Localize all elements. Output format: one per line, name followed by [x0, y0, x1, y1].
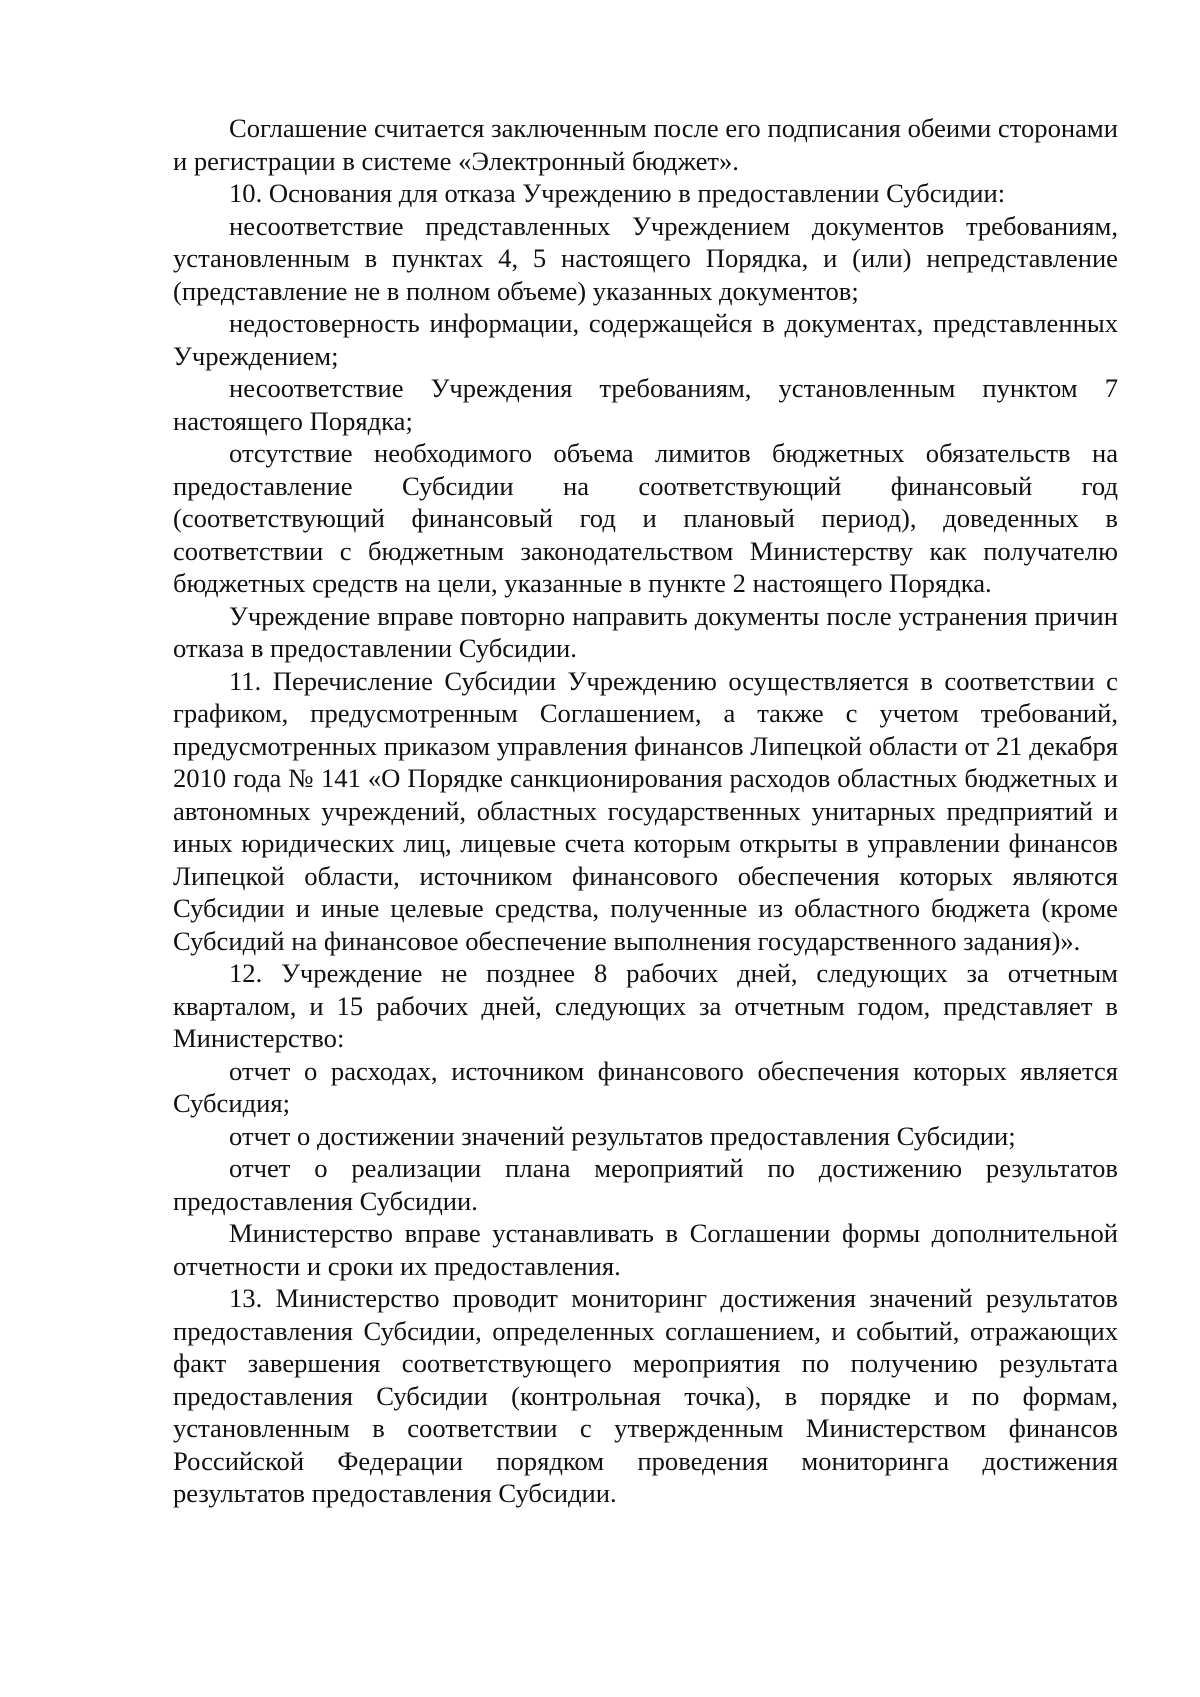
paragraph-unreliable-info: недостоверность информации, содержащейся в документах, представленных Учреждением;	[173, 308, 1118, 371]
paragraph-resubmission: Учреждение вправе повторно направить документы после устранения причин отказа в предоставлении Субсидии.	[173, 600, 1118, 663]
paragraph-additional-reporting: Министерство вправе устанавливать в Соглашении формы дополнительной отчетности и сроки их предоставления.	[173, 1218, 1118, 1281]
paragraph-10-refusal-grounds: 10. Основания для отказа Учреждению в предоставлении Субсидии:	[229, 178, 1006, 208]
paragraph-13-monitoring: 13. Министерство проводит мониторинг достижения значений результатов предоставления Субсидии, определенных соглашением, и событий, отражающих факт завершения соответствующего мероприятия по получению результата предоставления Субсидии (контрольная точка), в порядке и по формам, установленным в соответствии с утвержденным Министерством финансов Российской Федерации порядком проведения мониторинга достижения результатов предоставления Субсидии.	[173, 1283, 1118, 1508]
paragraph-plan-report: отчет о реализации плана мероприятий по достижению результатов предоставления Субсидии.	[173, 1153, 1118, 1216]
document-body	[173, 112, 1118, 1510]
paragraph-11-transfer: 11. Перечисление Субсидии Учреждению осуществляется в соответствии с графиком, предусмотренным Соглашением, а также с учетом требований, предусмотренных приказом управления финансов Липецкой области от 21 декабря 2010 года № 141 «О Порядке санкционирования расходов областных бюджетных и автономных учреждений, областных государственных унитарных предприятий и иных юридических лиц, лицевые счета которым открыты в управлении финансов Липецкой области, источником финансового обеспечения которых являются Субсидии и иные целевые средства, полученные из областного бюджета (кроме Субсидий на финансовое обеспечение выполнения государственного задания)».	[173, 665, 1118, 956]
paragraph-12-reporting: 12. Учреждение не позднее 8 рабочих дней, следующих за отчетным кварталом, и 15 рабочих дней, следующих за отчетным годом, представляет в Министерство:	[173, 958, 1118, 1053]
paragraph-requirements-mismatch: несоответствие Учреждения требованиям, установленным пунктом 7 настоящего Порядка;	[173, 373, 1118, 436]
paragraph-results-report: отчет о достижении значений результатов предоставления Субсидии;	[229, 1120, 1016, 1151]
paragraph-agreement-concluded: Соглашение считается заключенным после его подписания обеими сторонами и регистрации в системе «Электронный бюджет».	[173, 113, 1118, 176]
paragraph-expense-report: отчет о расходах, источником финансового обеспечения которых является Субсидия;	[173, 1055, 1118, 1118]
paragraph-document-mismatch: несоответствие представленных Учреждением документов требованиям, установленным в пунктах 4, 5 настоящего Порядка, и (или) непредставление (представление не в полном объеме) указанных документов;	[173, 210, 1118, 306]
paragraph-budget-limits: отсутствие необходимого объема лимитов бюджетных обязательств на предоставление Субсидии на соответствующий финансовый год (соответствующий финансовый год и плановый период), доведенных в соответствии с бюджетным законодательством Министерству как получателю бюджетных средств на цели, указанные в пункте 2 настоящего Порядка.	[173, 438, 1118, 598]
